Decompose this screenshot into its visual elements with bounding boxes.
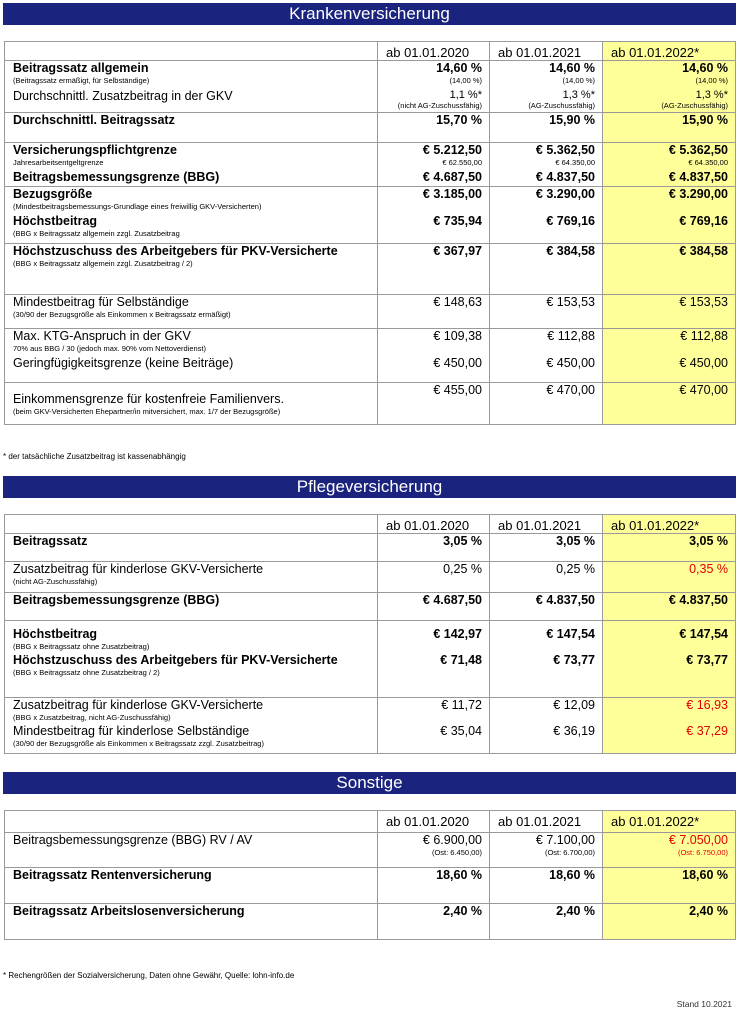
header-2021: ab 01.01.2021 xyxy=(490,811,603,833)
cell-subvalue-changed: (Ost: 6.750,00) xyxy=(677,848,728,857)
row-sublabel: (BBG x Beitragssatz allgemein zzgl. Zusatzbeitrag xyxy=(13,229,180,238)
cell-subvalue: € 64.350,00 xyxy=(688,158,728,167)
cell-value: € 142,97 xyxy=(433,627,482,641)
cell-value: € 450,00 xyxy=(679,356,728,370)
row-sublabel: (BBG x Beitragssatz ohne Zusatzbeitrag / 2) xyxy=(13,668,160,677)
cell-value: € 384,58 xyxy=(546,244,595,258)
cell-value: € 4.837,50 xyxy=(668,593,728,607)
cell-value: € 4.687,50 xyxy=(422,170,482,184)
table-row xyxy=(5,868,736,904)
krankenversicherung-table xyxy=(4,41,736,425)
cell-value: € 12,09 xyxy=(553,698,595,712)
cell-value: € 367,97 xyxy=(433,244,482,258)
cell-value: € 470,00 xyxy=(679,383,728,397)
cell-value: 3,05 % xyxy=(443,534,482,548)
cell-value: € 112,88 xyxy=(547,329,595,343)
cell-value: 0,25 % xyxy=(556,562,595,576)
cell-value: € 3.290,00 xyxy=(668,187,728,201)
table-row xyxy=(5,329,736,383)
row-sublabel: 70% aus BBG / 30 (jedoch max. 90% vom Nettoverdienst) xyxy=(13,344,207,353)
section-title-sonstige: Sonstige xyxy=(3,772,736,794)
cell-value: 14,60 % xyxy=(549,61,595,75)
cell-value: € 5.212,50 xyxy=(422,143,482,157)
cell-value: € 450,00 xyxy=(433,356,482,370)
cell-subvalue: (AG-Zuschussfähig) xyxy=(528,101,595,110)
table-row xyxy=(5,698,736,754)
cell-value: 1,1 %* xyxy=(449,89,482,101)
cell-value: € 470,00 xyxy=(546,383,595,397)
cell-value: 15,90 % xyxy=(682,113,728,127)
row-label: Mindestbeitrag für Selbständige xyxy=(13,295,189,309)
row-sublabel: (Mindestbeitragsbemessungs-Grundlage eines freiwillig GKV-Versicherten) xyxy=(13,202,262,211)
table-header-row xyxy=(5,515,736,534)
cell-value: € 3.185,00 xyxy=(422,187,482,201)
cell-value: 1,3 %* xyxy=(562,89,595,101)
table-row xyxy=(5,593,736,621)
cell-value: € 11,72 xyxy=(441,698,482,712)
cell-value: € 153,53 xyxy=(679,295,728,309)
cell-value: € 769,16 xyxy=(679,214,728,228)
cell-subvalue: (AG-Zuschussfähig) xyxy=(661,101,728,110)
footnote-zusatzbeitrag: * der tatsächliche Zusatzbeitrag ist kassenabhängig xyxy=(3,452,186,461)
table-row xyxy=(5,295,736,329)
row-label: Höchstbeitrag xyxy=(13,627,98,641)
table-row xyxy=(5,534,736,562)
row-label: Höchstzuschuss des Arbeitgebers für PKV-Versicherte xyxy=(13,244,338,258)
table-row xyxy=(5,61,736,113)
section-title-pflegeversicherung: Pflegeversicherung xyxy=(3,476,736,498)
cell-value: 14,60 % xyxy=(436,61,482,75)
cell-value: € 7.100,00 xyxy=(535,833,595,847)
row-label: Höchstzuschuss des Arbeitgebers für PKV-Versicherte xyxy=(13,653,338,667)
header-2022: ab 01.01.2022* xyxy=(603,42,736,61)
cell-value: 15,90 % xyxy=(549,113,595,127)
table-row xyxy=(5,904,736,940)
cell-value: 18,60 % xyxy=(549,868,595,882)
header-2022: ab 01.01.2022* xyxy=(603,811,736,833)
table-row xyxy=(5,187,736,244)
table-row xyxy=(5,244,736,295)
row-label: Max. KTG-Anspruch in der GKV xyxy=(13,329,191,343)
table-header-row xyxy=(5,42,736,61)
cell-subvalue: (nicht AG-Zuschussfähig) xyxy=(397,101,482,110)
cell-value: € 147,54 xyxy=(679,627,728,641)
header-empty xyxy=(5,42,378,61)
cell-value: € 735,94 xyxy=(433,214,482,228)
cell-value: € 4.837,50 xyxy=(535,170,595,184)
row-label: Beitragssatz xyxy=(13,534,88,548)
cell-value: € 147,54 xyxy=(546,627,595,641)
row-label: Versicherungspflichtgrenze xyxy=(13,143,177,157)
row-sublabel: (BBG x Zusatzbeitrag, nicht AG-Zuschussfähig) xyxy=(13,713,171,722)
cell-subvalue: € 64.350,00 xyxy=(555,158,595,167)
row-label: Durchschnittl. Beitragssatz xyxy=(13,113,175,127)
cell-value: € 73,77 xyxy=(686,653,728,667)
sonstige-table xyxy=(4,810,736,940)
cell-value: € 148,63 xyxy=(433,295,482,309)
footer-stand-date: Stand 10.2021 xyxy=(676,999,732,1009)
cell-value: 0,25 % xyxy=(443,562,482,576)
table-row xyxy=(5,621,736,698)
cell-value: 3,05 % xyxy=(689,534,728,548)
row-sublabel: (BBG x Beitragssatz ohne Zusatzbeitrag) xyxy=(13,642,150,651)
header-2021: ab 01.01.2021 xyxy=(490,515,603,534)
table-header-row xyxy=(5,811,736,833)
pflegeversicherung-table xyxy=(4,514,736,754)
cell-value-changed: € 16,93 xyxy=(686,698,728,712)
row-label: Zusatzbeitrag für kinderlose GKV-Versicherte xyxy=(13,698,264,712)
table-row xyxy=(5,383,736,425)
cell-value: 15,70 % xyxy=(436,113,482,127)
cell-subvalue: (14,00 %) xyxy=(562,76,595,85)
row-label: Beitragsbemessungsgrenze (BBG) xyxy=(13,593,220,607)
cell-subvalue: (14,00 %) xyxy=(449,76,482,85)
section-title-krankenversicherung: Krankenversicherung xyxy=(3,3,736,25)
row-label: Durchschnittl. Zusatzbeitrag in der GKV xyxy=(13,89,233,103)
cell-value: € 769,16 xyxy=(546,214,595,228)
row-label: Beitragsbemessungsgrenze (BBG) xyxy=(13,170,220,184)
cell-value: 1,3 %* xyxy=(695,89,728,101)
header-empty xyxy=(5,811,378,833)
cell-value-changed: € 37,29 xyxy=(686,724,728,738)
cell-value: 18,60 % xyxy=(436,868,482,882)
cell-value: € 4.837,50 xyxy=(668,170,728,184)
cell-value: € 73,77 xyxy=(553,653,595,667)
cell-subvalue: (Ost: 6.450,00) xyxy=(431,848,482,857)
cell-value: 14,60 % xyxy=(682,61,728,75)
row-label: Beitragsbemessungsgrenze (BBG) RV / AV xyxy=(13,833,253,847)
row-label: Beitragssatz Rentenversicherung xyxy=(13,868,212,882)
footer-note: * Rechengrößen der Sozialversicherung, Daten ohne Gewähr, Quelle: lohn-info.de xyxy=(3,971,295,980)
row-sublabel: (beim GKV-Versicherten Ehepartner/in mitversichert, max. 1/7 der Bezugsgröße) xyxy=(13,407,281,416)
row-sublabel: (30/90 der Bezugsgröße als Einkommen x Beitragssatz zzgl. Zusatzbeitrag) xyxy=(13,739,264,748)
header-2021: ab 01.01.2021 xyxy=(490,42,603,61)
cell-value: € 4.687,50 xyxy=(422,593,482,607)
cell-value: € 3.290,00 xyxy=(535,187,595,201)
table-row xyxy=(5,562,736,593)
cell-value: € 5.362,50 xyxy=(668,143,728,157)
row-sublabel: (30/90 der Bezugsgröße als Einkommen x Beitragssatz ermäßigt) xyxy=(13,310,231,319)
cell-value: € 71,48 xyxy=(440,653,482,667)
row-sublabel: Jahresarbeitsentgeltgrenze xyxy=(13,158,104,167)
row-label: Beitragssatz allgemein xyxy=(13,61,149,75)
header-2022: ab 01.01.2022* xyxy=(603,515,736,534)
cell-value: 2,40 % xyxy=(556,904,595,918)
cell-value: € 36,19 xyxy=(553,724,595,738)
cell-subvalue: (Ost: 6.700,00) xyxy=(544,848,595,857)
row-sublabel: (BBG x Beitragssatz allgemein zzgl. Zusatzbeitrag / 2) xyxy=(13,259,193,268)
row-label: Mindestbeitrag für kinderlose Selbständige xyxy=(13,724,250,738)
cell-value: € 153,53 xyxy=(546,295,595,309)
row-label: Zusatzbeitrag für kinderlose GKV-Versicherte xyxy=(13,562,264,576)
header-2020: ab 01.01.2020 xyxy=(378,811,490,833)
cell-value: € 384,58 xyxy=(679,244,728,258)
cell-value: € 6.900,00 xyxy=(422,833,482,847)
cell-value: 2,40 % xyxy=(689,904,728,918)
table-row xyxy=(5,143,736,187)
cell-value: € 112,88 xyxy=(680,329,728,343)
row-label: Beitragssatz Arbeitslosenversicherung xyxy=(13,904,245,918)
cell-value-changed: 0,35 % xyxy=(689,562,728,576)
cell-value: 2,40 % xyxy=(443,904,482,918)
cell-value: € 5.362,50 xyxy=(535,143,595,157)
row-label: Höchstbeitrag xyxy=(13,214,98,228)
cell-value: € 109,38 xyxy=(433,329,482,343)
header-2020: ab 01.01.2020 xyxy=(378,515,490,534)
cell-value: € 455,00 xyxy=(433,383,482,397)
row-sublabel: (Beitragssatz ermäßigt, für Selbständige) xyxy=(13,76,150,85)
cell-subvalue: € 62.550,00 xyxy=(442,158,482,167)
cell-value: € 450,00 xyxy=(546,356,595,370)
cell-value: € 35,04 xyxy=(440,724,482,738)
cell-value-changed: € 7.050,00 xyxy=(668,833,728,847)
header-2020: ab 01.01.2020 xyxy=(378,42,490,61)
row-sublabel: (nicht AG-Zuschussfähig) xyxy=(13,577,98,586)
row-label: Geringfügigkeitsgrenze (keine Beiträge) xyxy=(13,356,234,370)
cell-value: 3,05 % xyxy=(556,534,595,548)
row-label: Einkommensgrenze für kostenfreie Familienvers. xyxy=(13,392,284,406)
header-empty xyxy=(5,515,378,534)
cell-subvalue: (14,00 %) xyxy=(695,76,728,85)
row-label: Bezugsgröße xyxy=(13,187,93,201)
cell-value: 18,60 % xyxy=(682,868,728,882)
cell-value: € 4.837,50 xyxy=(535,593,595,607)
table-row xyxy=(5,833,736,868)
table-row xyxy=(5,113,736,143)
